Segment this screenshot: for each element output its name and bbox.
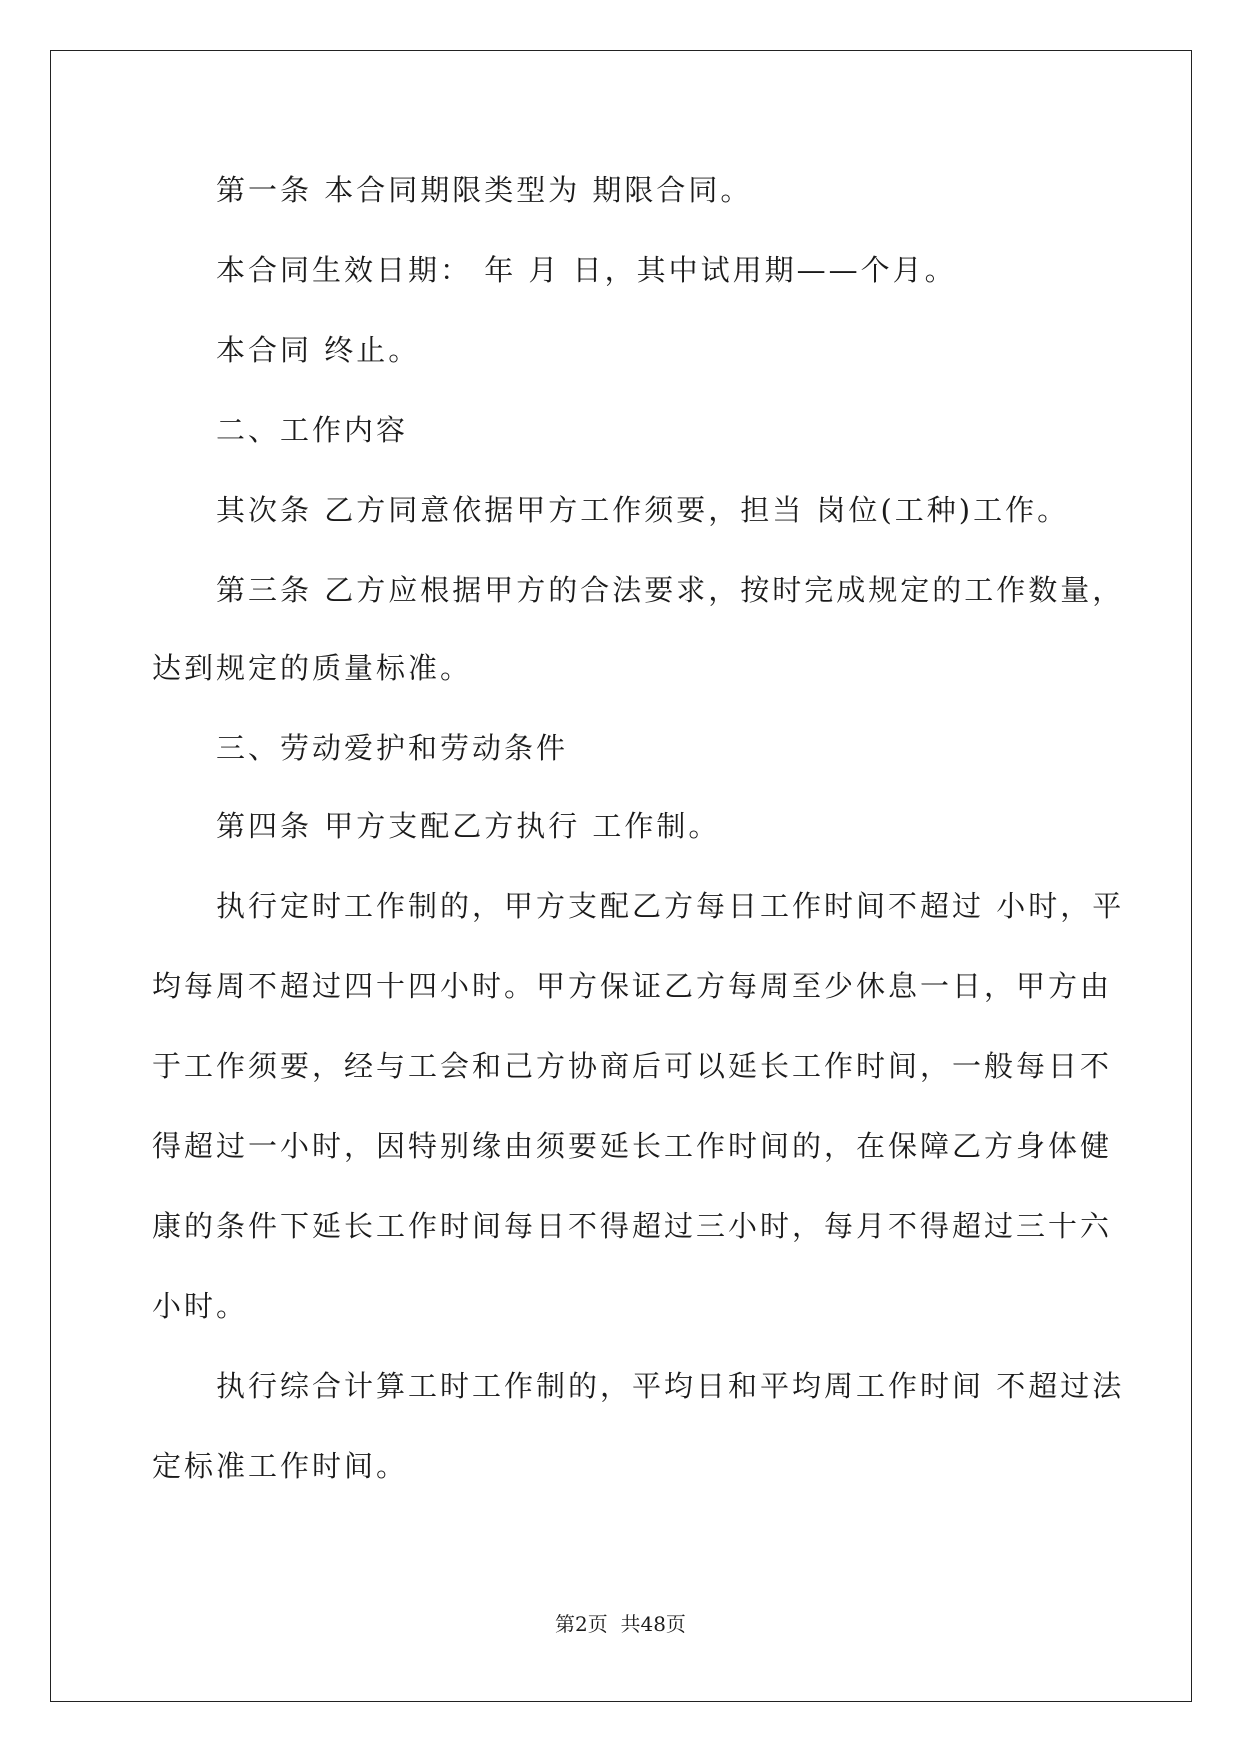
text-line: 得超过一小时，因特别缘由须要延长工作时间的，在保障乙方身体健 <box>152 1129 1113 1163</box>
text-line: 均每周不超过四十四小时。甲方保证乙方每周至少休息一日，甲方由 <box>152 969 1113 1003</box>
text-line: 第三条 乙方应根据甲方的合法要求，按时完成规定的工作数量， <box>216 573 1125 607</box>
text-line: 达到规定的质量标准。 <box>152 651 473 685</box>
text-line: 执行综合计算工时工作制的，平均日和平均周工作时间 不超过法 <box>216 1369 1125 1403</box>
text-line: 小时。 <box>152 1289 249 1323</box>
text-line: 定标准工作时间。 <box>152 1449 409 1483</box>
text-line: 第一条 本合同期限类型为 期限合同。 <box>216 173 753 207</box>
text-line: 本合同生效日期： 年 月 日，其中试用期——个月。 <box>216 253 957 287</box>
text-line: 康的条件下延长工作时间每日不得超过三小时，每月不得超过三十六 <box>152 1209 1113 1243</box>
text-line: 其次条 乙方同意依据甲方工作须要，担当 岗位(工种)工作。 <box>216 493 1070 527</box>
section-heading: 三、劳动爱护和劳动条件 <box>216 731 569 765</box>
text-line: 第四条 甲方支配乙方执行 工作制。 <box>216 809 721 843</box>
text-line: 本合同 终止。 <box>216 333 421 367</box>
page-number: 第2页 共48页 <box>555 1612 686 1636</box>
section-heading: 二、工作内容 <box>216 413 409 447</box>
text-line: 于工作须要，经与工会和己方协商后可以延长工作时间，一般每日不 <box>152 1049 1113 1083</box>
text-line: 执行定时工作制的，甲方支配乙方每日工作时间不超过 小时，平 <box>216 889 1125 923</box>
